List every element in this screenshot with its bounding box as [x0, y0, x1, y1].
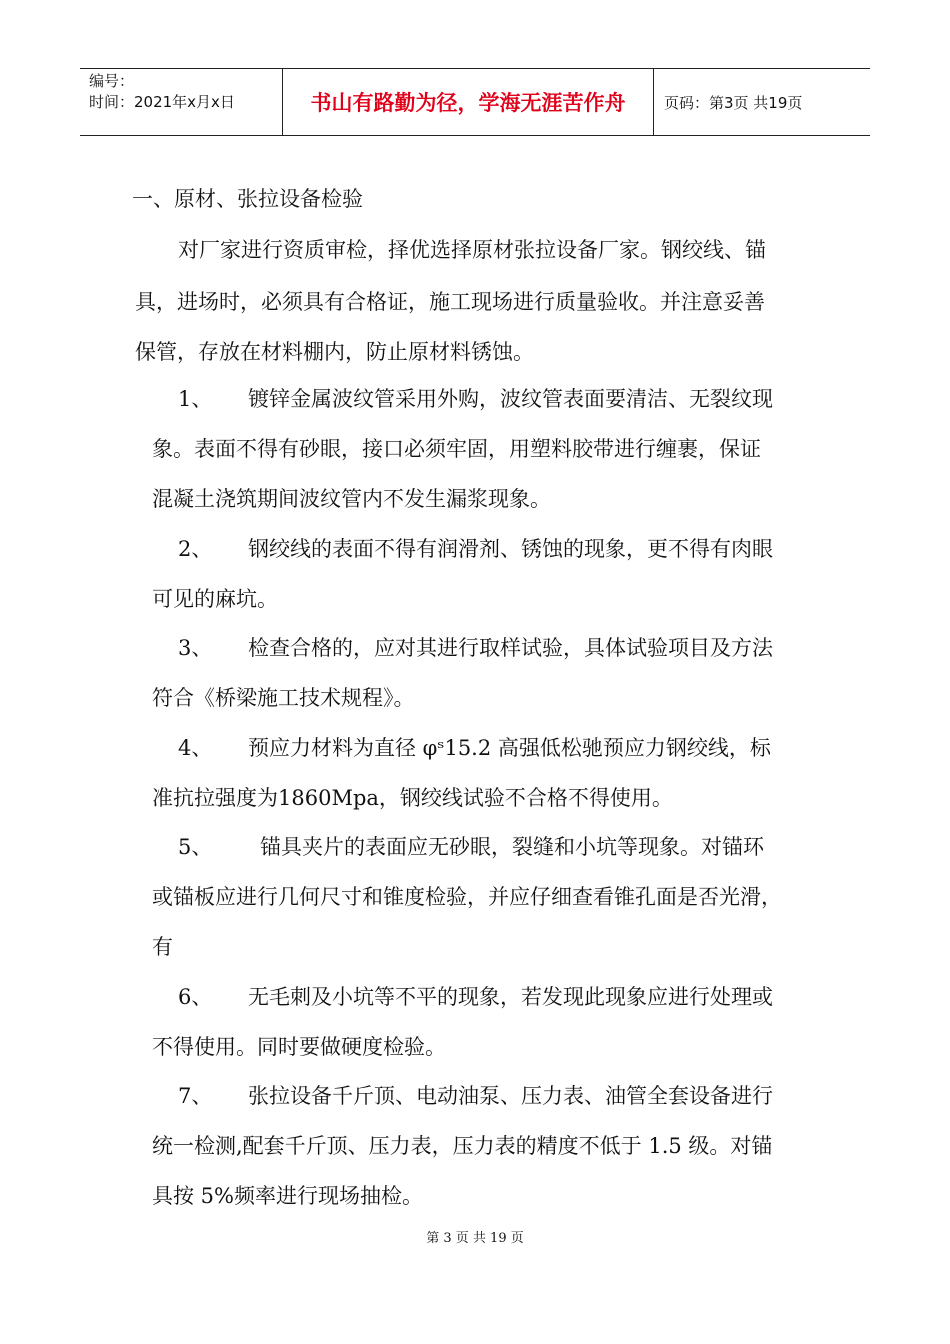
item-line: 无毛刺及小坑等不平的现象，若发现此现象应进行处理或 [248, 985, 773, 1009]
item-line: 混凝土浇筑期间波纹管内不发生漏浆现象。 [152, 487, 551, 511]
page-footer: 第 3 页 共 19 页 [426, 1231, 524, 1246]
item-line: 准抗拉强度为1860Mpa，钢绞线试验不合格不得使用。 [152, 786, 673, 810]
item-number: 7、 [178, 1084, 213, 1108]
item-number: 6、 [178, 985, 213, 1009]
document-header [80, 68, 870, 136]
item-line: 预应力材料为直径 φˢ15.2 高强低松驰预应力钢绞线，标 [248, 736, 771, 760]
header-motto: 书山有路勤为径，学海无涯苦作舟 [282, 69, 654, 135]
item-line: 可见的麻坑。 [152, 587, 278, 611]
item-line: 统一检测,配套千斤顶、压力表，压力表的精度不低于 1.5 级。对锚 [152, 1134, 773, 1158]
item-line: 钢绞线的表面不得有润滑剂、锈蚀的现象，更不得有肉眼 [248, 537, 773, 561]
header-page-label: 页码：第3页 共19页 [664, 93, 803, 112]
section-heading: 一、原材、张拉设备检验 [132, 187, 363, 211]
item-line: 或锚板应进行几何尺寸和锥度检验，并应仔细查看锥孔面是否光滑， [152, 885, 782, 909]
item-line: 符合《桥梁施工技术规程》。 [152, 686, 415, 710]
item-line: 具按 5%频率进行现场抽检。 [152, 1184, 423, 1208]
intro-line: 保管，存放在材料棚内，防止原材料锈蚀。 [135, 340, 534, 364]
header-time-label: 时间：2021年x月x日 [89, 93, 235, 111]
item-line: 张拉设备千斤顶、电动油泵、压力表、油管全套设备进行 [248, 1084, 773, 1108]
item-number: 4、 [178, 736, 213, 760]
intro-line: 对厂家进行资质审检，择优选择原材张拉设备厂家。钢绞线、锚 [178, 238, 766, 262]
item-line: 检查合格的，应对其进行取样试验，具体试验项目及方法 [248, 636, 773, 660]
item-line: 锚具夹片的表面应无砂眼，裂缝和小坑等现象。对锚环 [260, 835, 764, 859]
header-number-label: 编号： [89, 72, 135, 90]
item-number: 1、 [178, 387, 213, 411]
item-number: 2、 [178, 537, 213, 561]
header-meta [80, 69, 282, 135]
intro-line: 具，进场时，必须具有合格证，施工现场进行质量验收。并注意妥善 [135, 290, 765, 314]
item-number: 3、 [178, 636, 213, 660]
item-number: 5、 [178, 835, 213, 859]
item-line: 不得使用。同时要做硬度检验。 [152, 1035, 446, 1059]
item-line: 镀锌金属波纹管采用外购，波纹管表面要清洁、无裂纹现 [248, 387, 773, 411]
item-line: 象。表面不得有砂眼，接口必须牢固，用塑料胶带进行缠裹，保证 [152, 437, 761, 461]
item-line: 有 [152, 935, 173, 959]
